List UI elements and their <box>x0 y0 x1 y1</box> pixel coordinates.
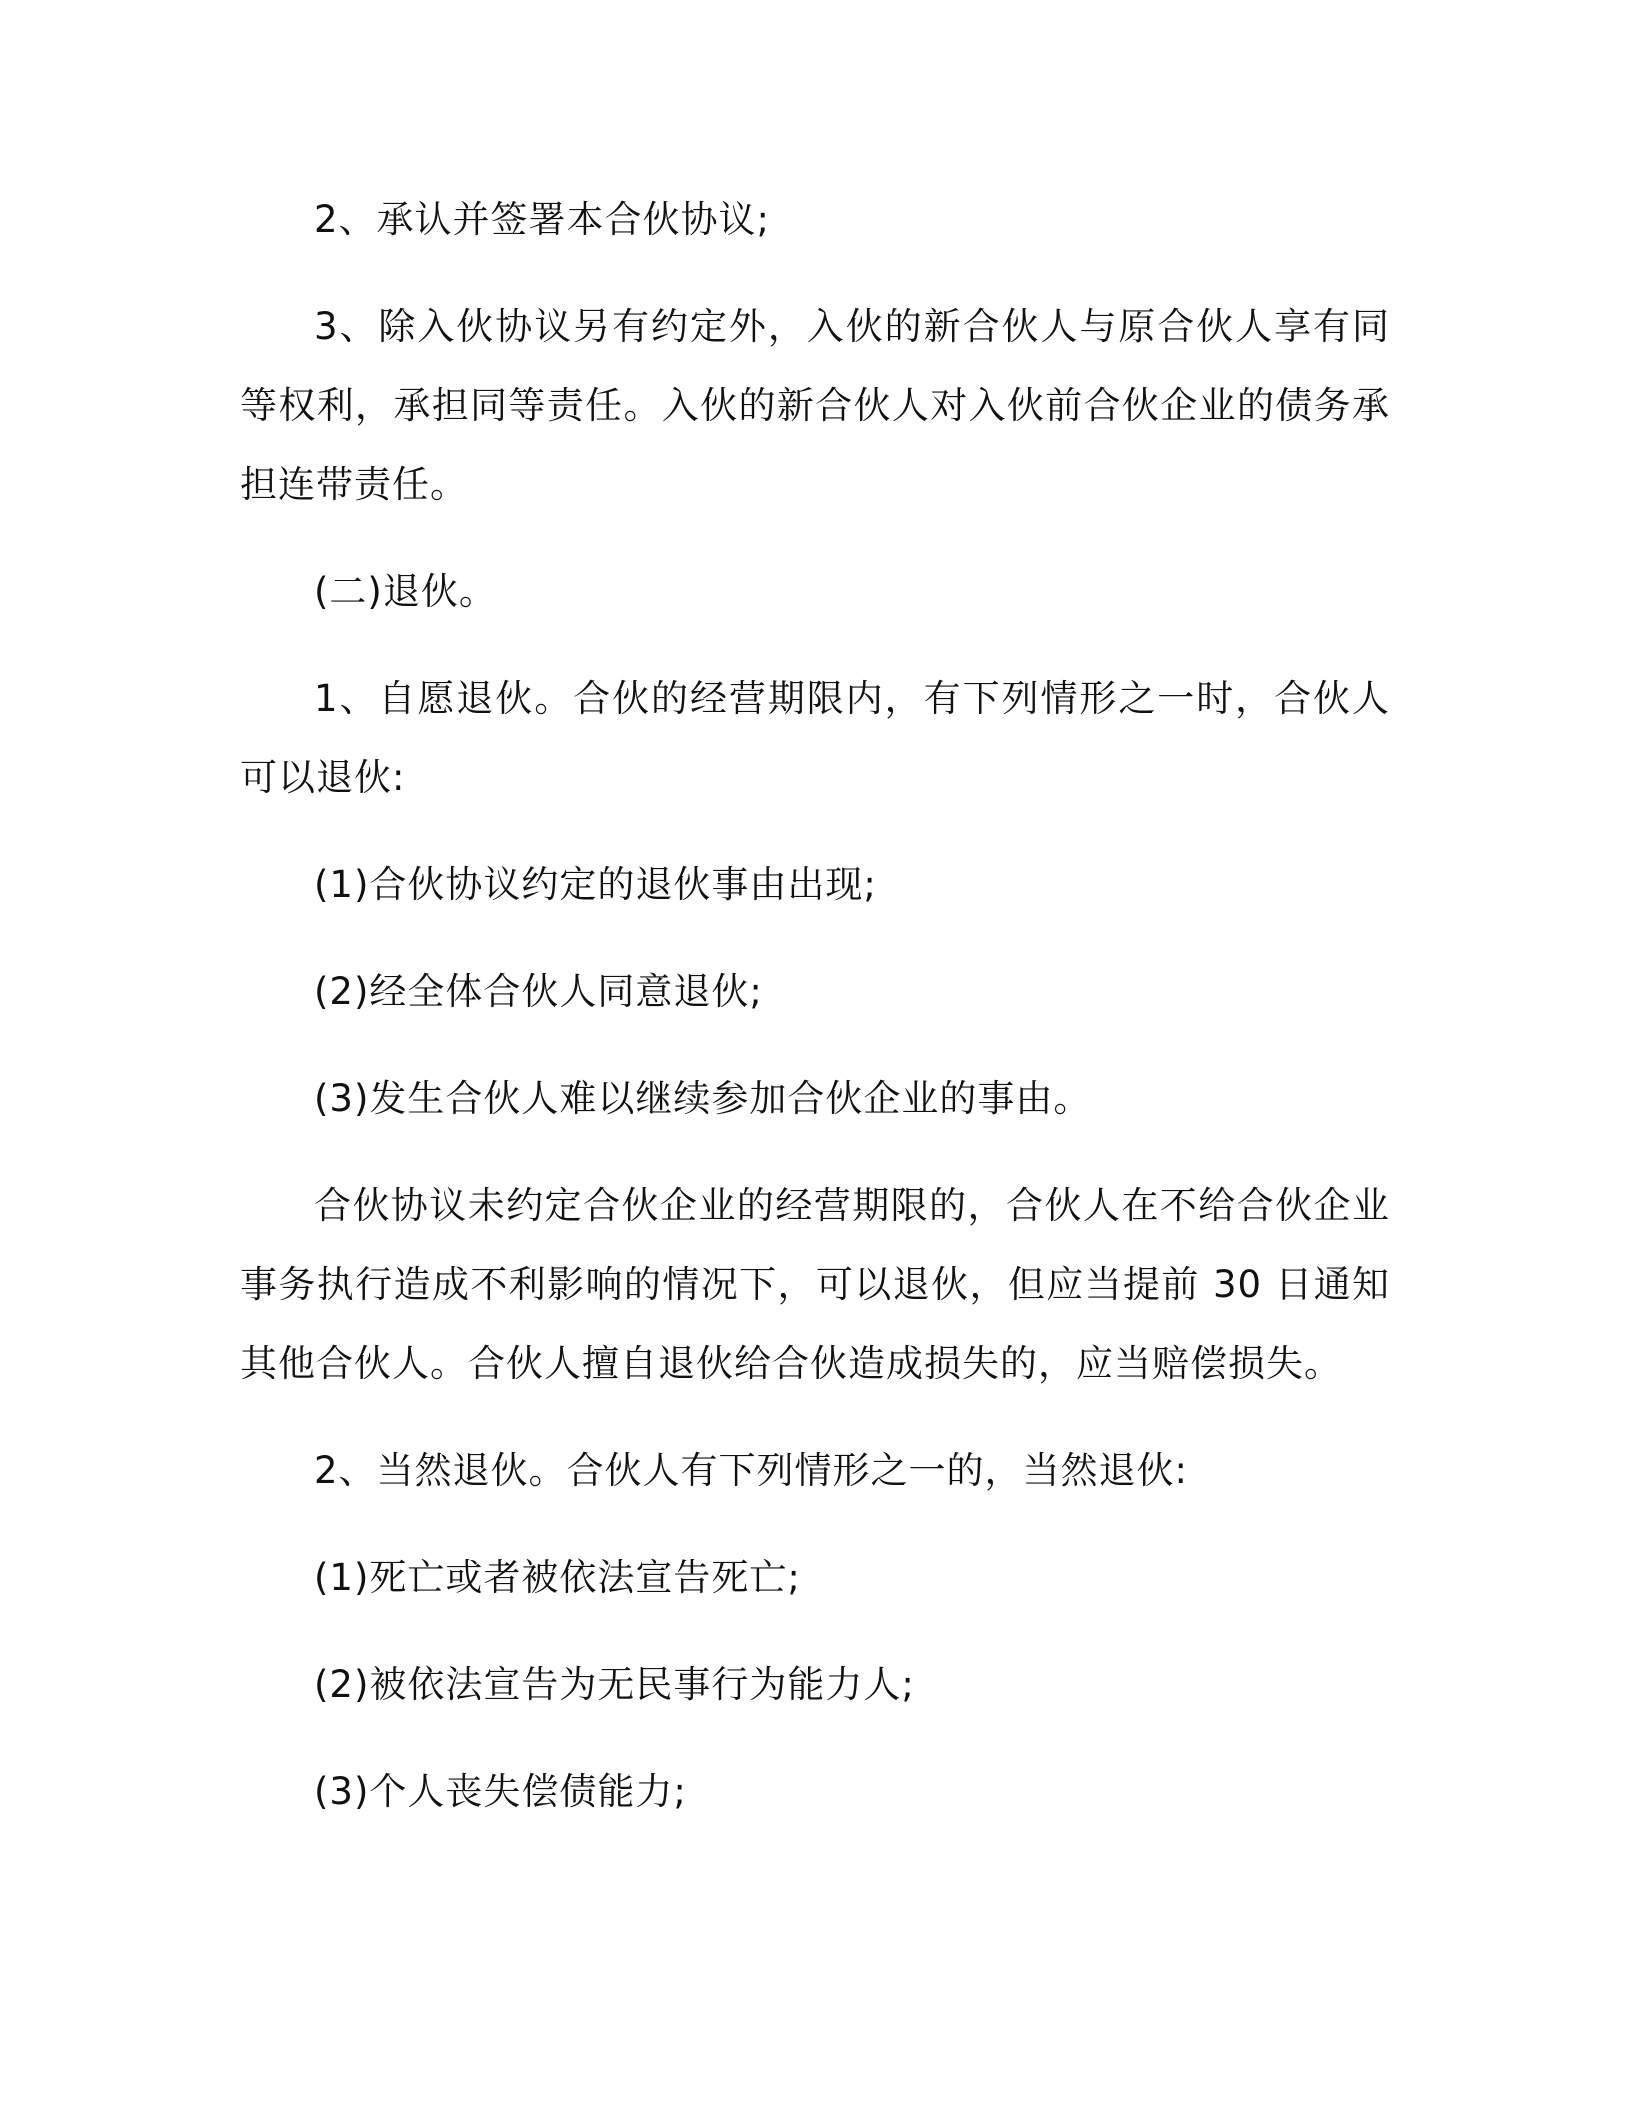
paragraph-item: 合伙协议未约定合伙企业的经营期限的，合伙人在不给合伙企业事务执行造成不利影响的情况下，可以退伙，但应当提前 30 日通知其他合伙人。合伙人擅自退伙给合伙造成损失的，应当赔偿损失。 <box>240 1184 1390 1385</box>
section-heading: (二)退伙。 <box>314 570 497 613</box>
list-item: (3)发生合伙人难以继续参加合伙企业的事由。 <box>314 1077 1092 1120</box>
list-item: (2)被依法宣告为无民事行为能力人; <box>314 1663 915 1706</box>
document-body <box>240 180 1390 1831</box>
list-item: (2)经全体合伙人同意退伙; <box>314 970 763 1013</box>
paragraph-item: 3、除入伙协议另有约定外，入伙的新合伙人与原合伙人享有同等权利，承担同等责任。入伙的新合伙人对入伙前合伙企业的债务承担连带责任。 <box>240 305 1390 506</box>
list-item: (1)合伙协议约定的退伙事由出现; <box>314 863 877 906</box>
paragraph-item: 1、自愿退伙。合伙的经营期限内，有下列情形之一时，合伙人可以退伙: <box>240 677 1390 799</box>
paragraph-item: 2、承认并签署本合伙协议; <box>314 198 771 241</box>
list-item: (1)死亡或者被依法宣告死亡; <box>314 1556 801 1599</box>
list-item: (3)个人丧失偿债能力; <box>314 1770 687 1813</box>
paragraph-item: 2、当然退伙。合伙人有下列情形之一的，当然退伙: <box>314 1449 1189 1492</box>
